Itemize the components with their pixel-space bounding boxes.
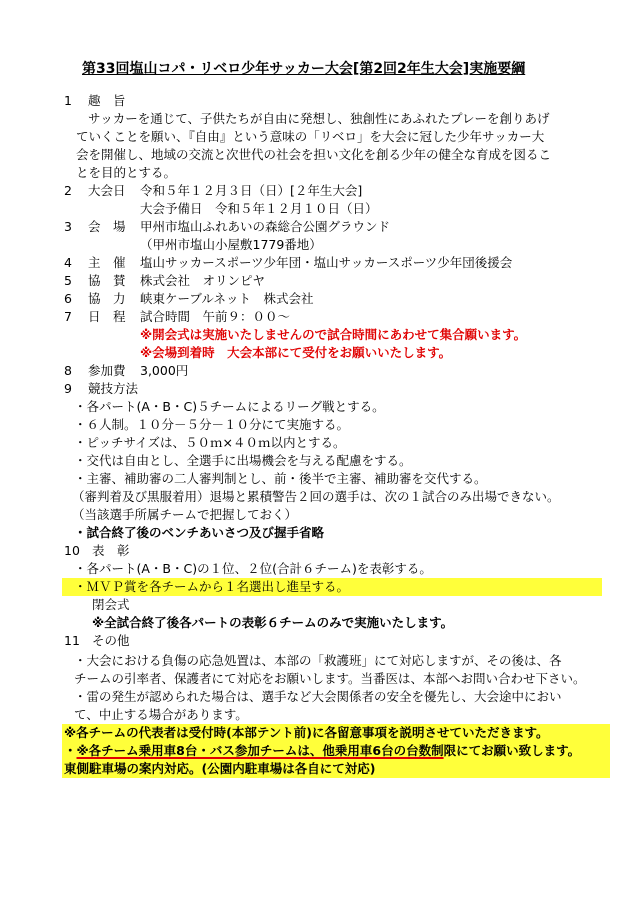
section-2-heading: 大会日 [88,183,126,198]
section-8-number: 8 [64,363,72,378]
venue: 甲州市塩山ふれあいの森総合公園グラウンド [140,219,391,234]
section-9-heading: 競技方法 [88,381,139,396]
sponsor: 株式会社 オリンピヤ [140,273,266,288]
section-7-heading: 日 程 [88,309,126,324]
rule-item: ・主審、補助審の二人審判制とし、前・後半で主審、補助審を交代する。 [74,471,487,486]
reserve-date: 大会予備日 令和５年１２月１０日（日） [140,201,378,216]
section-1-body-line: ていくことを願い、『自由』という意味の「リベロ」を大会に冠した少年サッカー大 [76,129,545,144]
venue-address: （甲州市塩山小屋敷1779番地） [140,237,322,252]
rule-item: （審判着及び黒服着用）退場と累積警告２回の選手は、次の１試合のみ出場できない。 [72,489,560,504]
note-car-underlined: ※各チーム乗用車8台・バス参加チームは、他乗用車6台の台数制 [76,743,444,758]
award-item-mvp: ・ＭＶＰ賞を各チームから１名選出し進呈する。 [74,579,350,594]
section-2-number: 2 [64,183,72,198]
section-10-heading: 表 彰 [92,543,130,558]
event-date: 令和５年１２月３日（日）[２年生大会] [140,183,363,198]
note-car-rest: 限にてお願い致します。 [443,743,581,758]
rule-item: ・６人制。１０分－５分－１０分にて実施する。 [74,417,350,432]
section-3-heading: 会 場 [88,219,126,234]
section-3-number: 3 [64,219,72,234]
section-11-heading: その他 [92,633,130,648]
rule-item: （当該選手所属チームで把握しておく） [72,507,298,522]
section-8-heading: 参加費 [88,363,126,378]
section-9-number: 9 [64,381,72,396]
closing-heading: 閉会式 [92,597,130,612]
section-4-number: 4 [64,255,72,270]
section-4-heading: 主 催 [88,255,126,270]
section-5-heading: 協 賛 [88,273,126,288]
section-6-heading: 協 力 [88,291,126,306]
organizer: 塩山サッカースポーツ少年団・塩山サッカースポーツ少年団後援会 [140,255,513,270]
other-para-line: て、中止する場合があります。 [74,707,248,722]
section-6-number: 6 [64,291,72,306]
note-car-bullet: ・ [64,743,77,758]
rule-item: ・ピッチサイズは、５０ｍ×４０ｍ以内とする。 [74,435,346,450]
other-para-line: チームの引率者、保護者にて対応をお願いします。当番医は、本部へお問い合わせ下さい。 [74,671,586,686]
note-representative: ※各チームの代表者は受付時(本部テント前)に各留意事項を説明させていただきます。 [64,725,549,740]
section-1-body-line: サッカーを通じて、子供たちが自由に発想し、独創性にあふれたプレーを創りあげ [88,111,550,126]
section-1-heading: 趣 旨 [88,93,126,108]
schedule-time: 試合時間 午前９：００～ [140,309,291,324]
schedule-note-opening: ※開会式は実施いたしませんので試合時間にあわせて集合願います。 [140,327,527,342]
section-1-body-line: とを目的とする。 [76,165,177,180]
note-parking: 東側駐車場の案内対応。(公園内駐車場は各自にて対応) [64,761,376,776]
award-item: ・各パート(A・B・C)の１位、２位(合計６チーム)を表彰する。 [74,561,432,576]
rule-item: ・交代は自由とし、全選手に出場機会を与える配慮をする。 [74,453,412,468]
other-para-line: ・大会における負傷の応急処置は、本部の「救護班」にて対応しますが、その後は、各 [74,653,562,668]
section-1-body-line: 会を開催し、地域の交流と次世代の社会を担い文化を創る少年の健全な育成を図るこ [76,147,552,162]
schedule-note-reception: ※会場到着時 大会本部にて受付をお願いいたします。 [140,345,452,360]
cooperation: 峡東ケーブルネット 株式会社 [140,291,314,306]
closing-note: ※全試合終了後各パートの表彰６チームのみで実施いたします。 [92,615,454,630]
section-1-number: 1 [64,93,72,108]
other-para-line: ・雷の発生が認められた場合は、選手など大会関係者の安全を優先し、大会途中におい [74,689,562,704]
section-5-number: 5 [64,273,72,288]
entry-fee: 3,000円 [140,363,189,378]
section-10-number: 10 [64,543,80,558]
section-7-number: 7 [64,309,72,324]
note-car-limit [64,742,580,760]
page-title: 第33回塩山コパ・リベロ少年サッカー大会[第2回2年生大会]実施要綱 [82,61,526,77]
section-11-number: 11 [64,633,80,648]
rule-item-no-handshake: ・試合終了後のベンチあいさつ及び握手省略 [74,525,325,540]
rule-item: ・各パート(A・B・C)５チームによるリーグ戦とする。 [74,399,385,414]
